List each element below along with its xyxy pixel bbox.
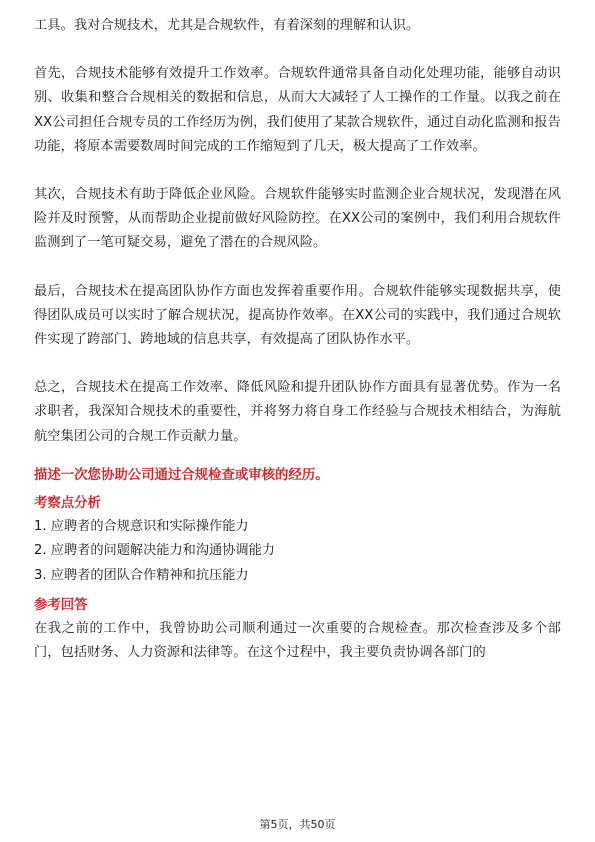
answer-paragraph: 在我之前的工作中，我曾协助公司顺利通过一次重要的合规检查。那次检查涉及多个部门，包括财务、人力资源和法律等。在这个过程中，我主要负责协调各部门的 [34,620,561,660]
paragraph-conclusion: 总之，合规技术在提高工作效率、降低风险和提升团队协作方面具有显著优势。作为一名求职者，我深知合规技术的重要性，并将努力将自身工作经验与合规技术相结合，为海航航空集团公司的合规工作贡献力量。 [34,380,561,444]
paragraph-first-point: 首先，合规技术能够有效提升工作效率。合规软件通常具备自动化处理功能，能够自动识别、收集和整合合规相关的数据和信息，从而大大减轻了人工操作的工作量。以我之前在XX公司担任合规专员的工作经历为例，我们使用了某款合规软件，通过自动化监测和报告功能，将原本需要数周时间完成的工作缩短到了几天，极大提高了工作效率。 [34,66,561,154]
spacer [34,256,561,280]
paragraph-third-point: 最后，合规技术在提高团队协作方面也发挥着重要作用。合规软件能够实现数据共享，使得团队成员可以实时了解合规状况，提高协作效率。在XX公司的实践中，我们通过合规软件实现了跨部门、跨地域的信息共享，有效提高了团队协作水平。 [34,283,561,348]
page-footer: 第5页，共50页 [259,818,336,831]
paragraph-second-point: 其次，合规技术有助于降低企业风险。合规软件能够实时监测企业合规状况，发现潜在风险并及时预警，从而帮助企业提前做好风险防控。在XX公司的案例中，我们利用合规软件监测到了一笔可疑交易，避免了潜在的合规风险。 [34,187,561,251]
interview-question: 描述一次您协助公司通过合规检查或审核的经历。 [34,467,329,483]
analysis-item: 3. 应聘者的团队合作精神和抗压能力 [34,568,249,584]
paragraph-intro-end: 工具。我对合规技术，尤其是合规软件，有着深刻的理解和认识。 [34,18,420,33]
spacer [34,38,561,62]
analysis-item: 1. 应聘者的合规意识和实际操作能力 [34,518,249,534]
spacer [34,449,561,465]
analysis-title: 考察点分析 [34,495,101,511]
analysis-item: 2. 应聘者的问题解决能力和沟通协调能力 [34,543,275,559]
answer-title: 参考回答 [34,597,88,613]
spacer [34,352,561,376]
spacer [34,159,561,183]
document-page [34,14,561,665]
